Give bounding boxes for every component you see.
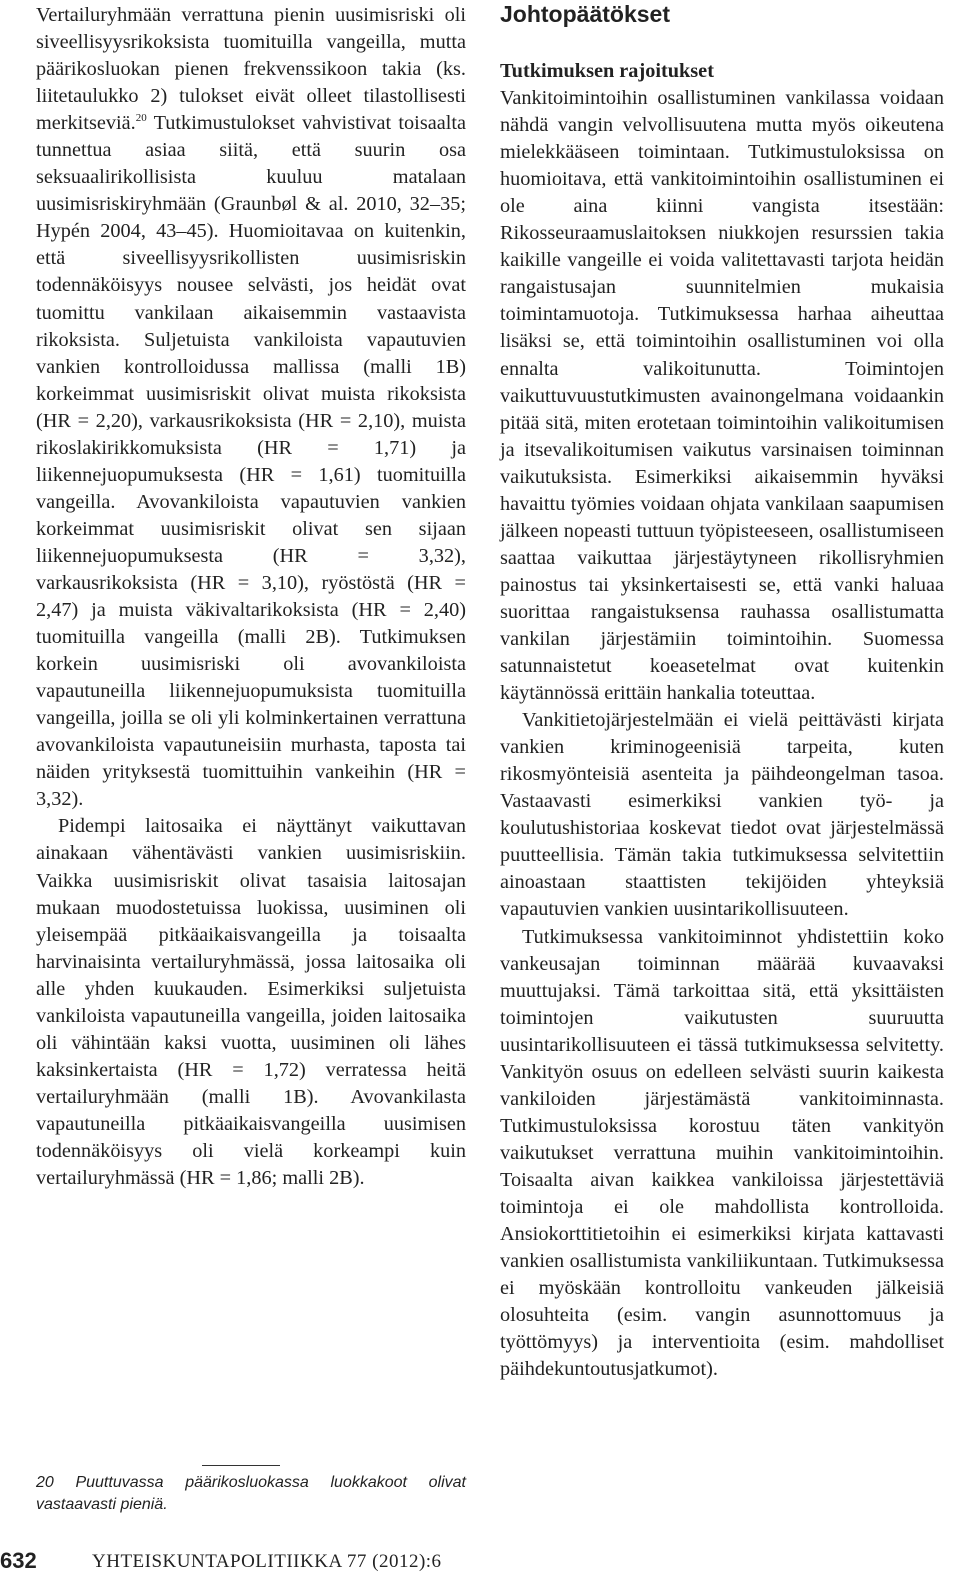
footnote: 20 Puuttuvassa päärikosluokassa luokkakoot olivat vastaavasti pieniä. <box>36 1474 466 1513</box>
section-heading: Johtopäätökset <box>500 1 670 27</box>
page-number: 632 <box>0 1548 37 1573</box>
left-paragraph-1-text-a: Vertailuryhmään verrattuna pienin uusimisriski oli siveellisyysrikoksista tuomituilla vangeilla, mutta päärikosluokan pienen frekvenssikoon takia (ks. liitetaulukko 2) tulokset eivät olleet tilastollisesti merkitseviä. <box>36 4 466 135</box>
right-paragraph-2: Vankitietojärjestelmään ei vielä peittävästi kirjata vankien kriminogeenisiä tarpeita, kuten rikosmyönteisiä asenteita ja päihdeongelman tasoa. Vastaavasti esimerkiksi vankien työ- ja koulutushistoriaa koskevat tiedot ovat järjestelmässä puutteellisia. Tämän takia tutkimuksessa selvitettiin ainoastaan staattisten tekijöiden yhteyksiä vapautuvien vankien uusintarikollisuuteen. <box>500 709 944 921</box>
footnote-divider <box>202 1465 280 1466</box>
left-paragraph-1-text-b: Tutkimustulokset vahvistivat toisaalta tunnettua asiaa siitä, että suurin osa seksuaalirikollisista kuuluu matalaan uusimisriskiryhmään (Graunbøl & al. 2010, 32–35; Hypén 2004, 43–45). Huomioitavaa on kuitenkin, että siveellisyysrikollisten uusimisriskin todennäköisyys nousee selvästi, jos heidät ovat tuomittu vankilaan aikaisemmin vastaavista rikoksista. Suljetuista vankiloista vapautuvien vankien kontrolloidussa mallissa (malli 1B) korkeimmat uusimisriskit olivat muista rikoksista (HR = 2,20), varkausrikoksista (HR = 2,10), muista rikoslakirikkomuksista (HR = 1,71) ja liikennejuopumuksesta (HR = 1,61) tuomituilla vangeilla. Avovankiloista vapautuvien vankien korkeimmat uusimisriskit olivat sen sijaan liikennejuopumuksesta (HR = 3,32), varkausrikoksista (HR = 3,10), ryöstöstä (HR = 2,47) ja muista väkivaltarikoksista (HR = 2,40) tuomituilla vangeilla (malli 2B). Tutkimuksen korkein uusimisriski oli avovankiloista vapautuneilla liikennejuopumuksista tuomituilla vangeilla, joilla se oli yli kolminkertainen verrattuna avovankiloista vapautuneisiin murhasta, taposta tai näiden yrityksestä tuomittuihin vankeihin (HR = 3,32). <box>36 112 466 811</box>
journal-running-footer: YHTEISKUNTAPOLITIIKKA 77 (2012):6 <box>92 1551 442 1572</box>
left-paragraph-1 <box>36 2 466 813</box>
right-column <box>500 0 944 1383</box>
left-paragraph-2: Pidempi laitosaika ei näyttänyt vaikuttavan ainakaan vähentävästi vankien uusimisriskiin. Vaikka uusimisriskit olivat tasaisia laitosajan mukaan muodostetuissa luokissa, uusiminen oli yleisempää pitkäaikaisvangeilla ja toisaalta harvinaisinta vertailuryhmässä, jossa laitosaika oli alle yhden kuukauden. Esimerkiksi suljetuista vankiloista vapautuneilla vangeilla, joiden laitosaika oli vähintään kaksi vuotta, uusiminen oli lähes kaksinkertaista (HR = 1,72) verratessa heitä vertailuryhmään (malli 1B). Avovankilasta vapautuneilla pitkäaikaisvangeilla uusimisen todennäköisyys oli vielä korkeampi kuin vertailuryhmässä (HR = 1,86; malli 2B). <box>36 815 466 1190</box>
right-paragraph-3: Tutkimuksessa vankitoiminnot yhdistettiin koko vankeusajan toiminnan määrää kuvaavaksi muuttujaksi. Tämä tarkoittaa sitä, että yksittäisten toimintojen vaikutusten suuruutta uusintarikollisuuteen ei tässä tutkimuksessa selvitetty. Vankityön osuus on edelleen selvästi suurin kaikesta vankiloiden järjestämästä vankitoiminnasta. Tutkimustuloksissa korostuu täten vankityön vaikutukset verrattuna muihin vankitoimintoihin. Toisaalta aivan kaikkea vankiloissa järjestettäviä toimintoja ei ole mahdollista kontrolloida. Ansiokorttitietoihin ei esimerkiksi kirjata kattavasti vankien osallistumista vankiliikuntaan. Tutkimuksessa ei myöskään kontrolloitu vankeuden jälkeisiä olosuhteita (esim. vangin asunnottomuus ja työttömyys) ja interventioita (esim. mahdolliset päihdekuntoutusjatkumot). <box>500 925 944 1381</box>
left-column <box>36 2 466 1192</box>
subsection-heading: Tutkimuksen rajoitukset <box>500 60 714 82</box>
right-paragraph-1: Vankitoimintoihin osallistuminen vankilassa voidaan nähdä vangin velvollisuutena mutta myös oikeutena mielekkääseen toimintaan. Tutkimustuloksissa on huomioitava, että vankitoimintoihin osallistuminen ei ole aina kiinni vangista itsestään: Rikosseuraamuslaitoksen niukkojen resurssien takia kaikille vangeille ei voida valitettavasti tarjota heidän rangaistusajan suunnitelmien mukaisia toimintamuotoja. Tutkimuksessa harhaa aiheuttaa lisäksi se, että toimintoihin osallistuminen voi olla ennalta valikoitunutta. Toimintojen vaikuttuvuustutkimusten avainongelmana voidaankin pitää sitä, miten erotetaan toimintoihin valikoitumisen ja itsevalikoitumisen vaikutus varsinaisen toiminnan vaikutuksista. Esimerkiksi aikaisemmin hyväksi havaittu työmies voidaan ohjata vankilaan saapumisen jälkeen nopeasti tuttuun työpisteeseen, osallistumiseen saattaa vaikuttaa järjestäytyneen rikollisryhmien painostus tai yksinkertaisesti se, että vanki haluaa suorittaa rangaistuksensa rauhassa osallistumatta vankilan järjestämiin toimintoihin. Suomessa satunnaistetut koeasetelmat ovat kuitenkin käytännössä erittäin hankalia toteuttaa. <box>500 87 944 705</box>
footnote-reference[interactable]: 20 <box>135 112 147 125</box>
